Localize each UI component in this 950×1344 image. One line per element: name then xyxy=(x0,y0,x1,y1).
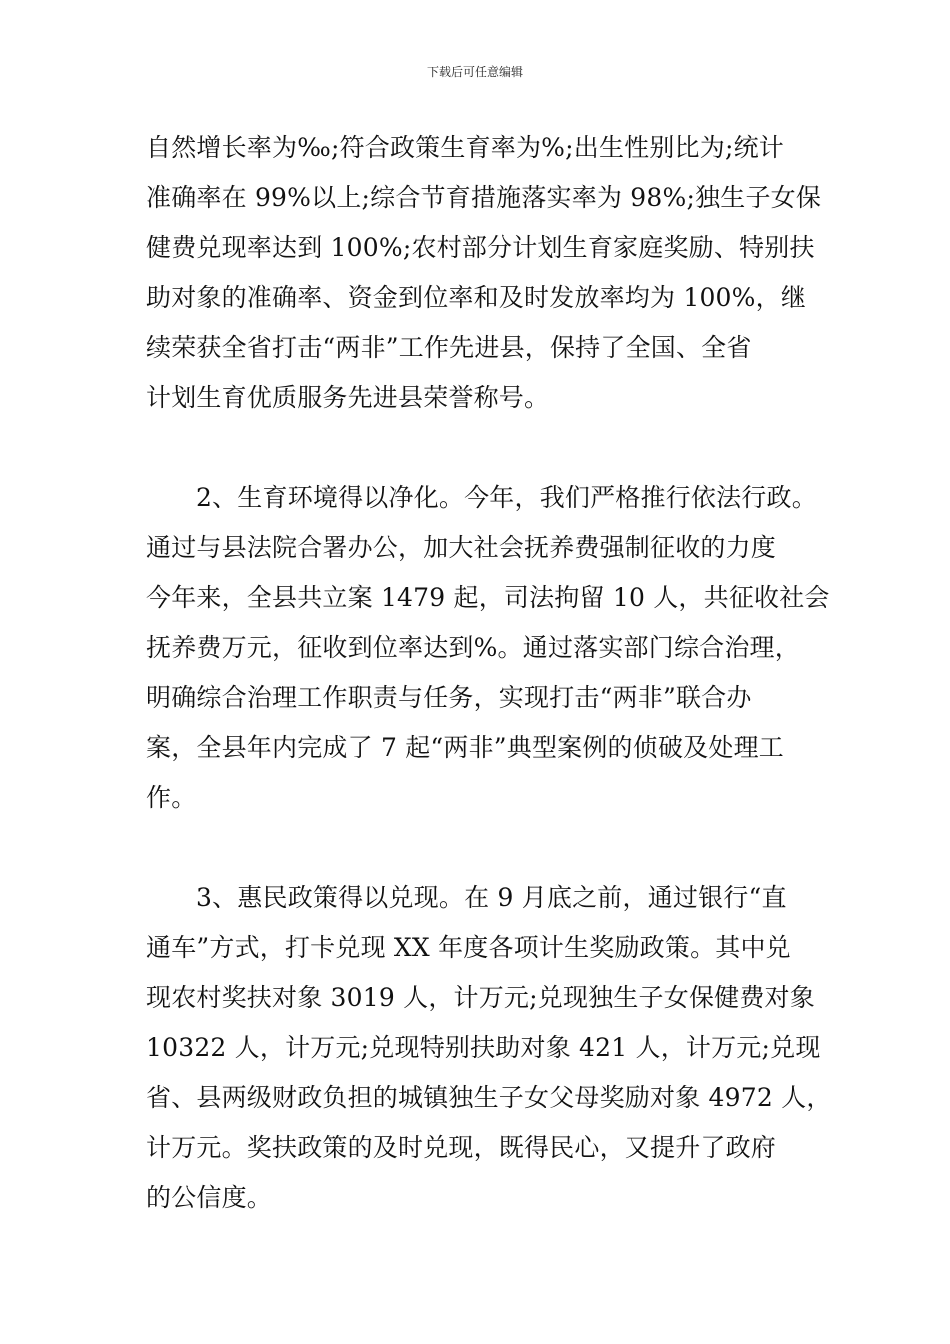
text-line: 2、生育环境得以净化。今年，我们严格推行依法行政。 xyxy=(196,483,817,512)
text-line: 3、惠民政策得以兑现。在 9 月底之前，通过银行“直 xyxy=(196,883,787,912)
text-line: 通过与县法院合署办公，加大社会抚养费强制征收的力度 xyxy=(146,533,777,562)
text-line: 助对象的准确率、资金到位率和及时发放率均为 100%，继 xyxy=(146,283,807,312)
text-line: 省、县两级财政负担的城镇独生子女父母奖励对象 4972 人， xyxy=(146,1083,832,1112)
page-header: 下载后可任意编辑 xyxy=(426,65,523,79)
text-line: 今年来，全县共立案 1479 起，司法拘留 10 人，共征收社会 xyxy=(146,583,830,612)
text-line: 10322 人，计万元;兑现特别扶助对象 421 人，计万元;兑现 xyxy=(146,1033,821,1062)
text-line: 现农村奖扶对象 3019 人，计万元;兑现独生子女保健费对象 xyxy=(146,983,815,1012)
text-line: 通车”方式，打卡兑现 XX 年度各项计生奖励政策。其中兑 xyxy=(146,933,791,962)
document-body xyxy=(146,123,832,1223)
paragraph-policy xyxy=(146,873,832,1223)
text-line: 续荣获全省打击“两非”工作先进县，保持了全国、全省 xyxy=(146,333,752,362)
text-line: 抚养费万元，征收到位率达到%。通过落实部门综合治理， xyxy=(146,633,800,662)
paragraph-statistics-continued xyxy=(146,123,826,423)
text-line: 作。 xyxy=(146,783,197,812)
text-line: 健费兑现率达到 100%;农村部分计划生育家庭奖励、特别扶 xyxy=(146,233,815,262)
text-line: 案，全县年内完成了 7 起“两非”典型案例的侦破及处理工 xyxy=(146,733,784,762)
text-line: 自然增长率为‰;符合政策生育率为%;出生性别比为;统计 xyxy=(146,133,784,162)
paragraph-environment xyxy=(146,473,830,823)
paragraph-gap xyxy=(146,423,826,473)
text-line: 的公信度。 xyxy=(146,1183,273,1212)
paragraph-gap xyxy=(146,823,826,873)
text-line: 明确综合治理工作职责与任务，实现打击“两非”联合办 xyxy=(146,683,752,712)
text-line: 计万元。奖扶政策的及时兑现，既得民心，又提升了政府 xyxy=(146,1133,777,1162)
text-line: 准确率在 99%以上;综合节育措施落实率为 98%;独生子女保 xyxy=(146,183,822,212)
text-line: 计划生育优质服务先进县荣誉称号。 xyxy=(146,383,550,412)
